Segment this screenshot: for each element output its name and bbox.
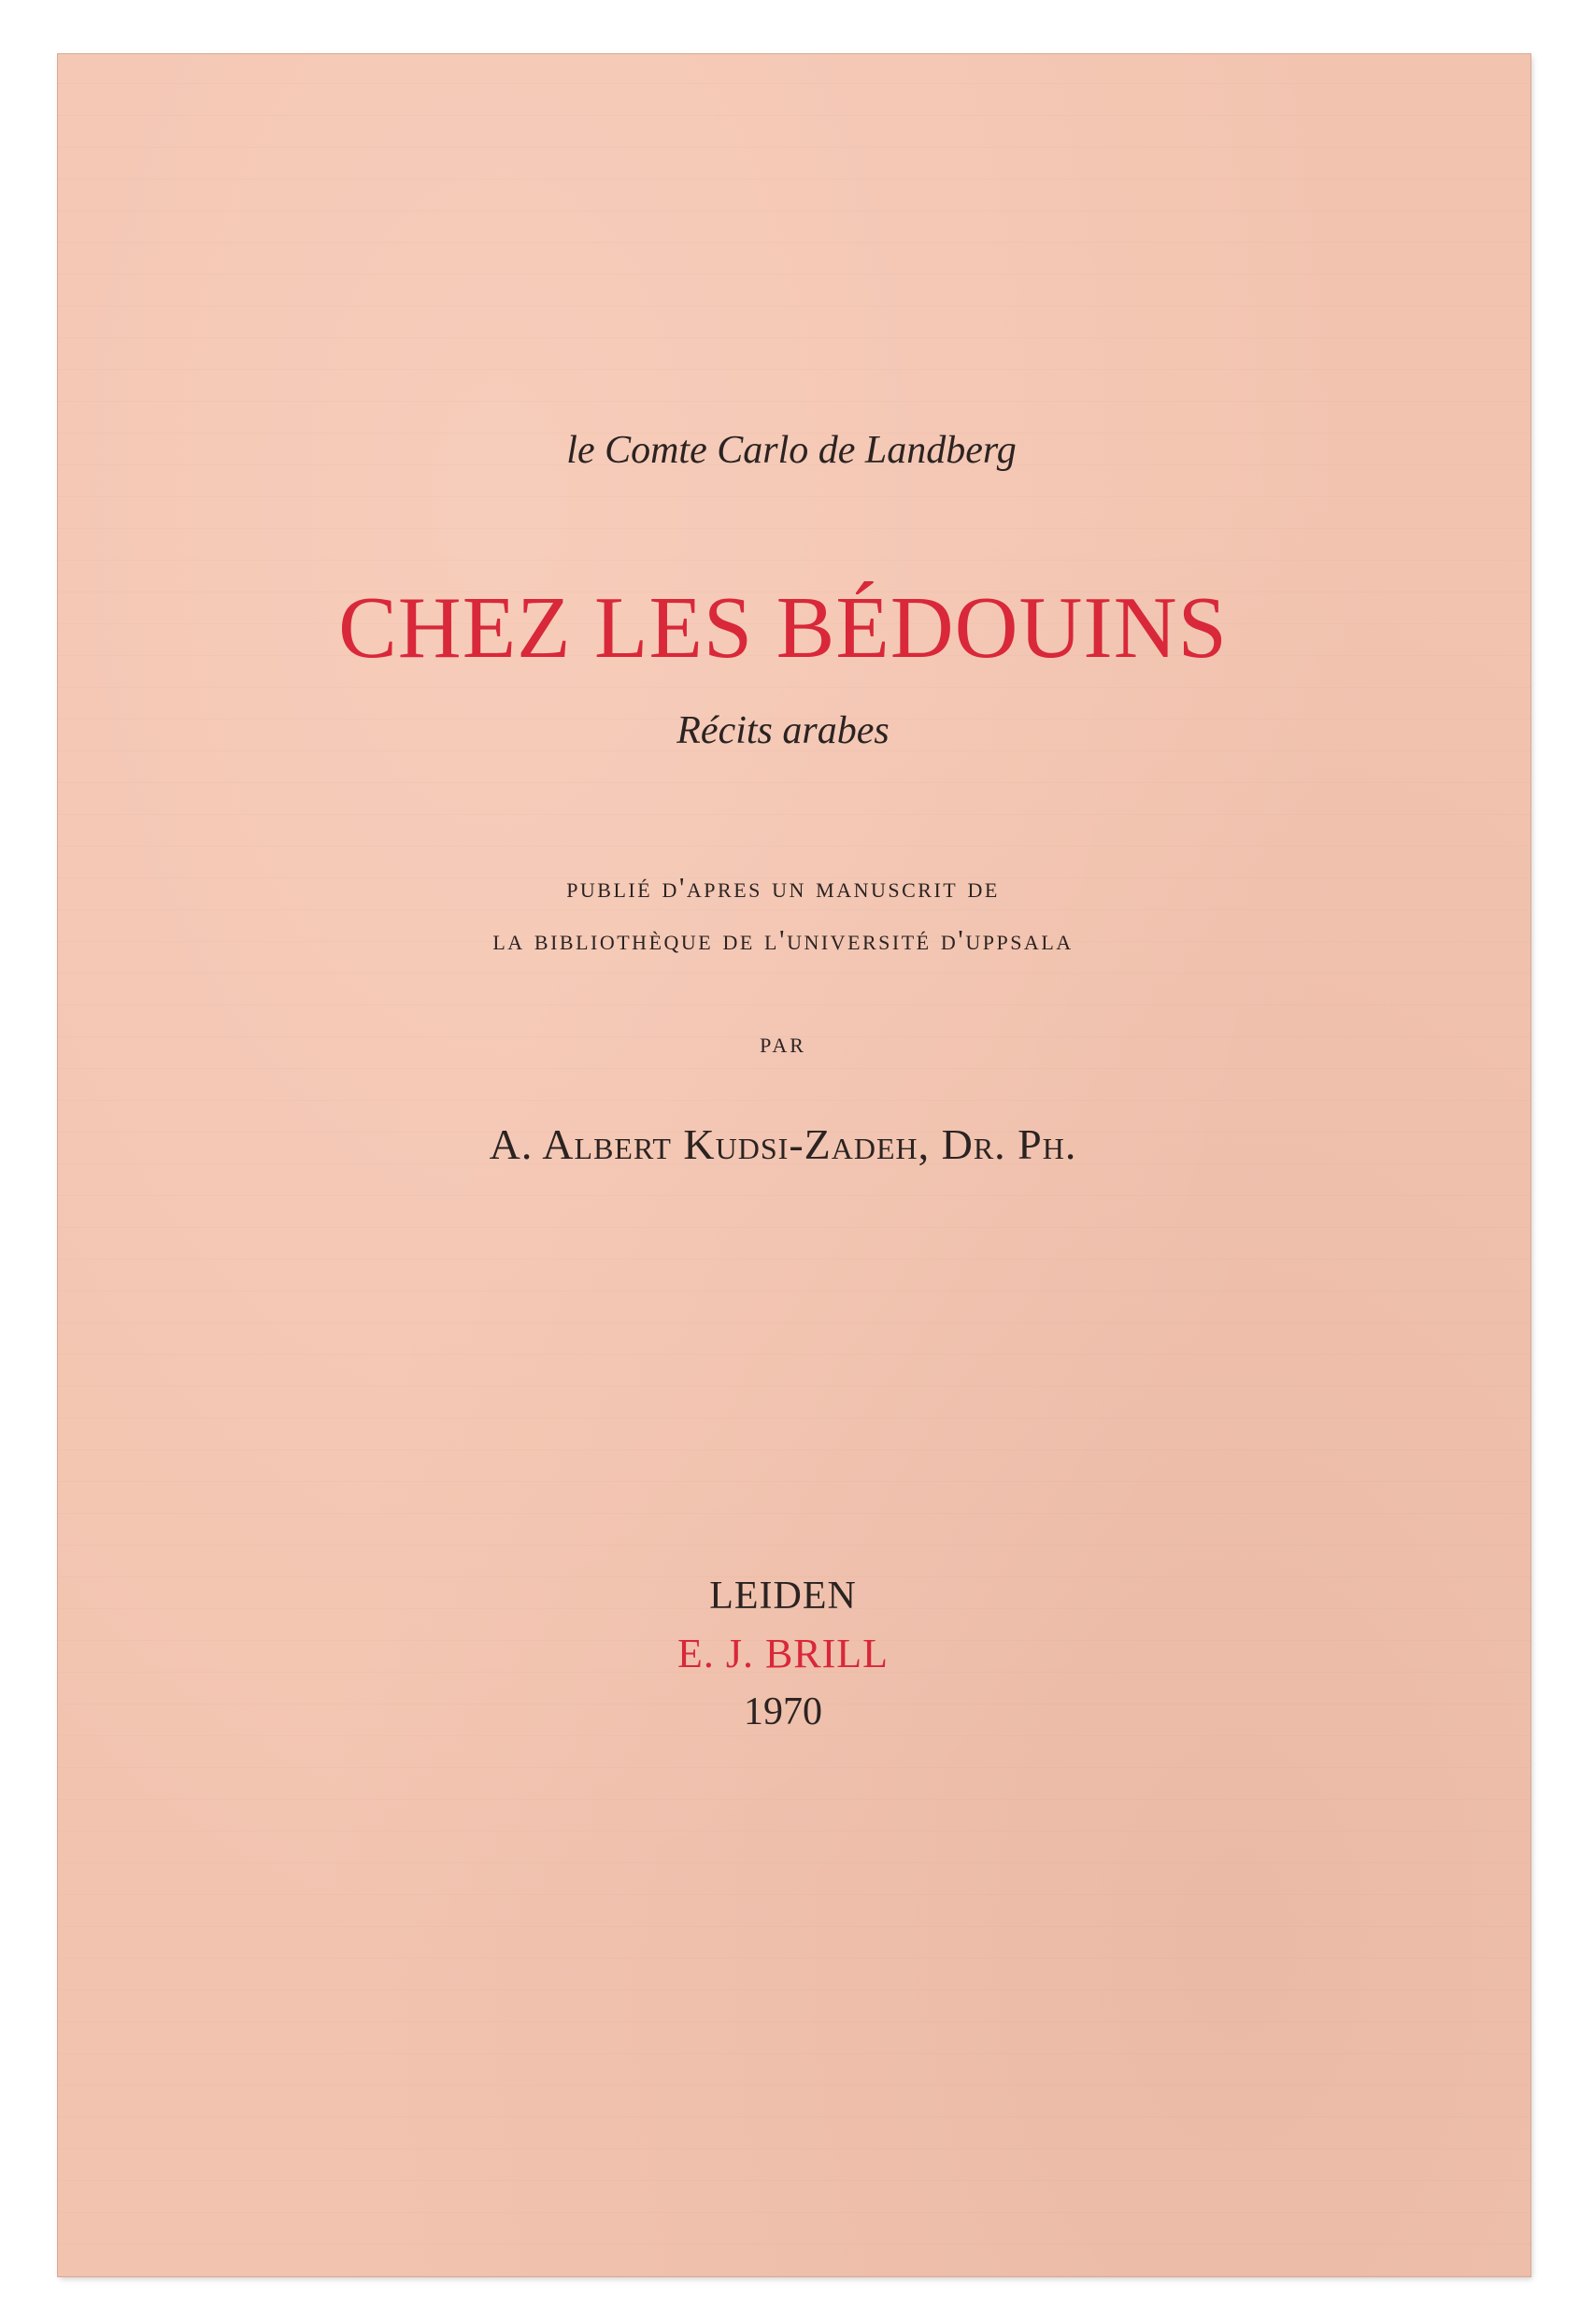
- book-title: CHEZ LES BÉDOUINS: [338, 579, 1228, 677]
- book-subtitle: Récits arabes: [676, 709, 890, 752]
- editor-name: A. Albert Kudsi-Zadeh, Dr. Ph.: [489, 1120, 1077, 1168]
- publication-note-line-2: la bibliothèque de l'université d'uppsala: [492, 923, 1074, 956]
- publisher-name: E. J. BRILL: [676, 1631, 890, 1676]
- by-label: par: [760, 1026, 806, 1059]
- publication-note-line-1: publié d'apres un manuscrit de: [566, 871, 1000, 904]
- publication-year: 1970: [744, 1690, 822, 1733]
- publisher-city: LEIDEN: [709, 1575, 857, 1618]
- book-cover: [58, 54, 1530, 2276]
- author-name: le Comte Carlo de Landberg: [566, 429, 1017, 472]
